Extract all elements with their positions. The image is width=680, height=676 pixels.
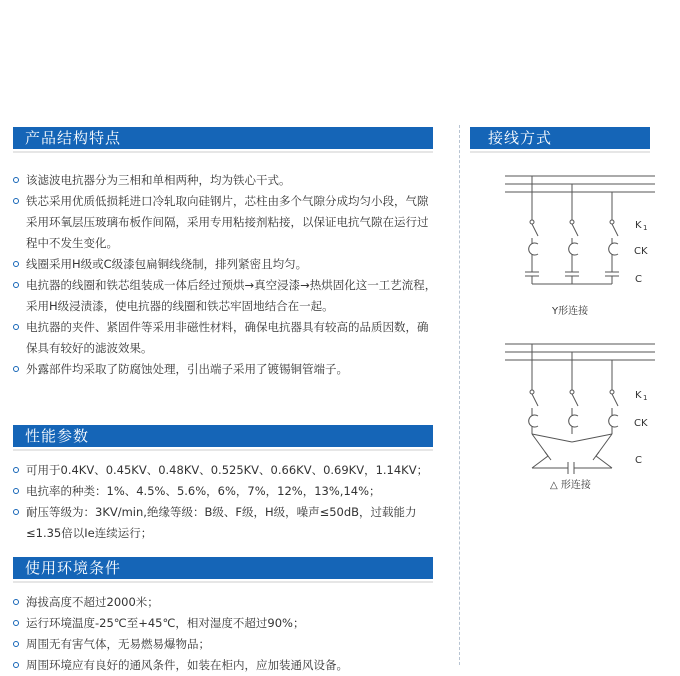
bullet-icon [13, 261, 19, 267]
list-item: 运行环境温度-25℃至+45℃，相对湿度不超过90%； [13, 613, 438, 634]
delta-caption: △ 形连接 [550, 480, 591, 491]
list-item: 海拔高度不超过2000米； [13, 592, 438, 613]
performance-list [13, 460, 438, 544]
delta-connection-svg [470, 338, 670, 493]
y-connection-svg [470, 170, 670, 320]
bullet-icon [13, 198, 19, 204]
wiring-header [470, 127, 650, 153]
y-connection-diagram [470, 170, 670, 320]
bullet-icon [13, 324, 19, 330]
list-item: 耐压等级为：3KV/min,绝缘等级：B级、F级，H级，噪声≤50dB，过载能力≤1.35倍以Ie连续运行； [13, 502, 438, 544]
y-label-k: K [635, 220, 642, 231]
structure-list [13, 170, 438, 380]
delta-label-k-sub: 1 [643, 394, 648, 402]
list-item: 周围无有害气体，无易燃易爆物品； [13, 634, 438, 655]
list-item: 外露部件均采取了防腐蚀处理，引出端子采用了镀锡铜管端子。 [13, 359, 438, 380]
bullet-icon [13, 282, 19, 288]
bullet-icon [13, 599, 19, 605]
bullet-icon [13, 620, 19, 626]
structure-title: 产品结构特点 [25, 129, 122, 147]
y-caption: Y形连接 [552, 306, 589, 317]
bullet-icon [13, 662, 19, 668]
environment-header [13, 557, 433, 583]
list-item: 周围环境应有良好的通风条件，如装在柜内，应加装通风设备。 [13, 655, 438, 676]
list-item: 该滤波电抗器分为三相和单相两种，均为铁心干式。 [13, 170, 438, 191]
bullet-icon [13, 509, 19, 515]
y-label-ck: CK [634, 246, 648, 257]
list-item: 线圈采用H级或C级漆包扁铜线绕制，排列紧密且均匀。 [13, 254, 438, 275]
column-divider [459, 125, 460, 665]
y-label-c: C [635, 274, 642, 285]
environment-title: 使用环境条件 [25, 559, 122, 577]
environment-list [13, 592, 438, 676]
wiring-title: 接线方式 [488, 129, 553, 147]
delta-label-k: K [635, 390, 642, 401]
list-item: 电抗率的种类：1%、4.5%、5.6%，6%，7%，12%，13%,14%； [13, 481, 438, 502]
delta-label-c: C [635, 455, 642, 466]
list-item: 可用于0.4KV、0.45KV、0.48KV、0.525KV、0.66KV、0.69KV，1.14KV； [13, 460, 438, 481]
bullet-icon [13, 366, 19, 372]
list-item: 铁芯采用优质低损耗进口冷轧取向硅钢片，芯柱由多个气隙分成均匀小段，气隙采用环氧层压玻璃布板作间隔，采用专用粘接剂粘接，以保证电抗气隙在运行过程中不发生变化。 [13, 191, 438, 254]
structure-header [13, 127, 433, 153]
delta-connection-diagram [470, 338, 670, 493]
bullet-icon [13, 641, 19, 647]
list-item: 电抗器的线圈和铁芯组装成一体后经过预烘→真空浸漆→热烘固化这一工艺流程，采用H级浸渍漆，使电抗器的线圈和铁芯牢固地结合在一起。 [13, 275, 438, 317]
performance-title: 性能参数 [25, 427, 90, 445]
delta-label-ck: CK [634, 418, 648, 429]
bullet-icon [13, 467, 19, 473]
y-label-k-sub: 1 [643, 224, 648, 232]
bullet-icon [13, 488, 19, 494]
bullet-icon [13, 177, 19, 183]
list-item: 电抗器的夹件、紧固件等采用非磁性材料，确保电抗器具有较高的品质因数，确保具有较好的滤波效果。 [13, 317, 438, 359]
performance-header [13, 425, 433, 451]
